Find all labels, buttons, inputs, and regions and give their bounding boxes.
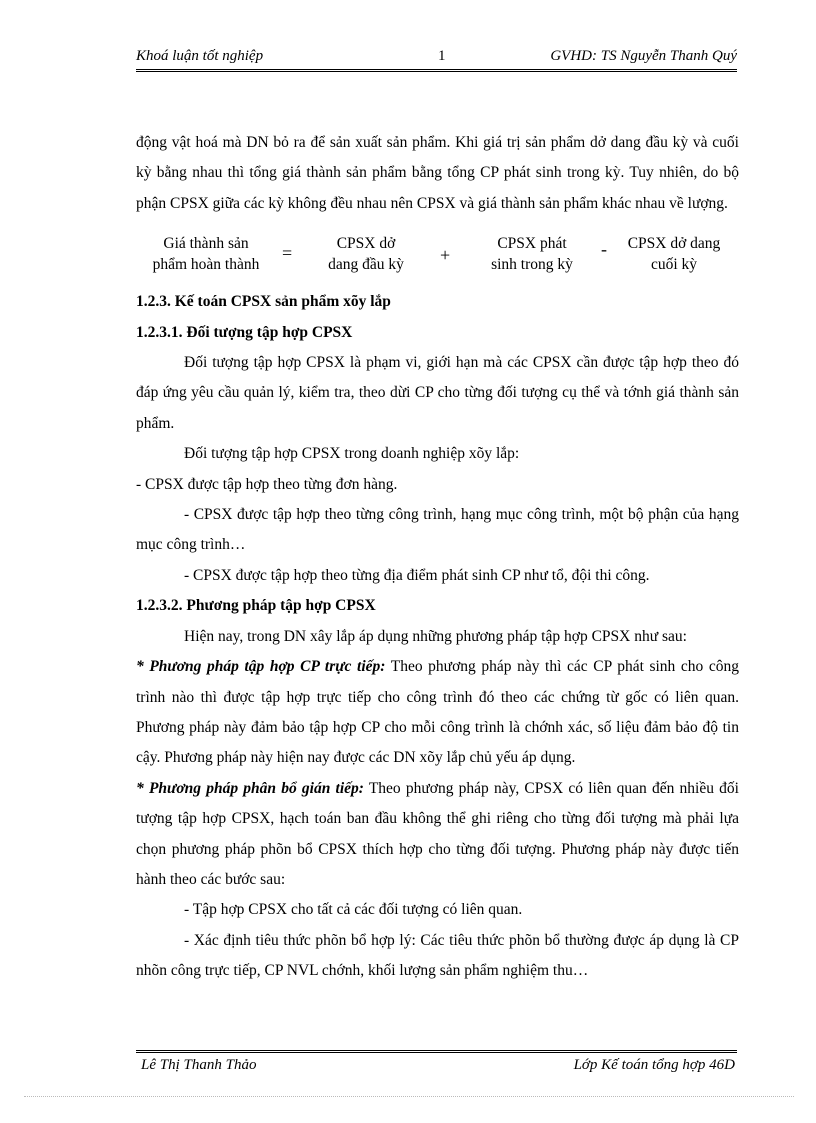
list-item: - Tập hợp CPSX cho tất cả các đối tượng có liên quan. [184, 901, 523, 919]
list-item: - CPSX được tập hợp theo từng địa điểm phát sinh CP như tổ, đội thi công. [184, 566, 650, 584]
paragraph: Hiện nay, trong DN xây lắp áp dụng những phương pháp tập hợp CPSX như sau: [184, 627, 687, 645]
header-thesis-title: Khoá luận tốt nghiệp [136, 48, 264, 64]
method-label-indirect: * Phương pháp phân bổ gián tiếp: [136, 779, 364, 797]
page-header [136, 46, 737, 68]
paragraph: Đối tượng tập hợp CPSX là phạm vi, giới hạn mà các CPSX cần được tập hợp theo đó đáp ứng yêu cầu quản lý, kiểm tra, theo dừi CP cho từng đối tượng cụ thể và tớnh giá thành sản phẩm. [136, 354, 739, 432]
formula-plus: + [440, 245, 451, 266]
page-edge-divider [24, 1096, 794, 1097]
formula-term-period-cost: CPSX phát sinh trong kỳ [491, 235, 573, 274]
page-number: 1 [438, 48, 446, 64]
method-label-direct: * Phương pháp tập hợp CP trực tiếp: [136, 658, 386, 676]
page-footer [136, 1055, 737, 1077]
list-item: - CPSX được tập hợp theo từng công trình, hạng mục công trình, một bộ phận của hạng mục công trình… [136, 506, 739, 554]
formula-equals: = [282, 243, 293, 264]
subsection-heading: 1.2.3.1. Đối tượng tập hợp CPSX [136, 323, 353, 341]
list-item: - CPSX được tập hợp theo từng đơn hàng. [136, 475, 398, 493]
paragraph: * Phương pháp tập hợp CP trực tiếp: Theo phương pháp này thì các CP phát sinh cho công trình nào thì được tập hợp trực tiếp cho công trình đó theo các chứng từ gốc có liên quan. Phương pháp này đảm bảo tập hợp CP cho mỗi công trình là chớnh xác, số liệu đảm bảo độ tin cậy. Phương pháp này hiện nay được các DN xõy lắp chủ yếu áp dụng. [136, 658, 739, 767]
paragraph: động vật hoá mà DN bỏ ra để sản xuất sản phẩm. Khi giá trị sản phẩm dở dang đầu kỳ và cuối kỳ bằng nhau thì tổng giá thành sản phẩm bằng tổng CP phát sinh trong kỳ. Tuy nhiên, do bộ phận CPSX giữa các kỳ không đều nhau nên CPSX và giá thành sản phẩm khác nhau về lượng. [136, 134, 739, 212]
formula-term-opening-wip: CPSX dở dang đầu kỳ [328, 235, 404, 274]
paragraph: Đối tượng tập hợp CPSX trong doanh nghiệp xõy lắp: [184, 445, 520, 463]
subsection-heading: 1.2.3.2. Phương pháp tập hợp CPSX [136, 597, 376, 615]
footer-divider [136, 1050, 737, 1053]
cost-formula [136, 223, 739, 285]
section-heading: 1.2.3. Kế toán CPSX sản phẩm xõy lắp [136, 293, 391, 311]
paragraph: * Phương pháp phân bổ gián tiếp: Theo phương pháp này, CPSX có liên quan đến nhiều đối tượng tập hợp CPSX, hạch toán ban đầu không thể ghi riêng cho từng đối tượng mà phải lựa chọn phương pháp phõn bổ CPSX thích hợp cho từng đối tượng. Phương pháp này được tiến hành theo các bước sau: [136, 779, 739, 888]
header-divider [136, 69, 737, 72]
list-item: - Xác định tiêu thức phõn bổ hợp lý: Các tiêu thức phõn bổ thường được áp dụng là CP nhõn công trực tiếp, CP NVL chớnh, khối lượng sản phẩm nghiệm thu… [136, 931, 739, 980]
footer-class: Lớp Kế toán tổng hợp 46D [573, 1057, 735, 1073]
formula-term-closing-wip: CPSX dở dang cuối kỳ [627, 235, 721, 274]
header-supervisor: GVHD: TS Nguyễn Thanh Quý [550, 48, 737, 64]
formula-minus: - [601, 239, 607, 260]
formula-term-finished-cost: Giá thành sản phẩm hoàn thành [152, 235, 260, 274]
document-body [136, 128, 739, 987]
footer-author: Lê Thị Thanh Thảo [141, 1057, 257, 1073]
